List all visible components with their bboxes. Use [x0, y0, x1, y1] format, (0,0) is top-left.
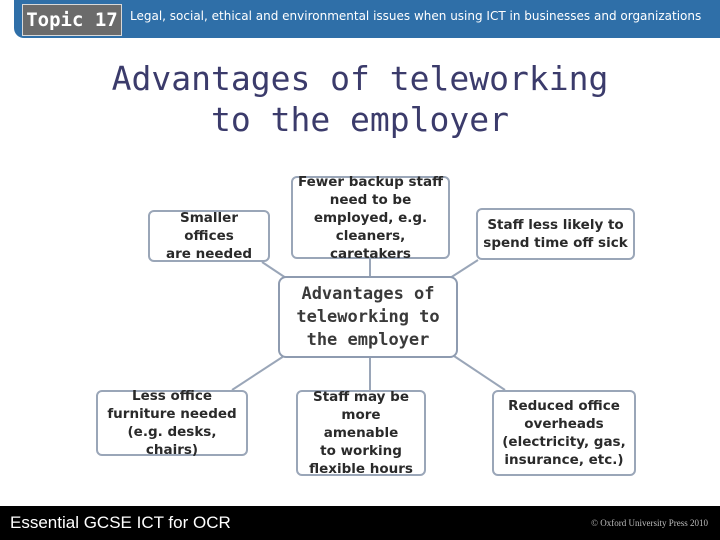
node-text: more amenable [323, 407, 399, 441]
node-smaller-offices [148, 210, 270, 262]
node-text: Less office [131, 388, 213, 404]
node-text: Staff may be [312, 389, 409, 405]
node-text: Reduced office [508, 398, 620, 414]
node-text: Smaller offices [180, 210, 238, 244]
node-text: cleaners, caretakers [330, 227, 411, 262]
topic-label-text: Topic 17 [26, 9, 118, 31]
node-text: to working [320, 443, 402, 459]
node-text: (electricity, gas, [502, 434, 626, 450]
footer-book-title: Essential GCSE ICT for OCR [10, 513, 231, 532]
node-text: (e.g. desks, chairs) [127, 424, 217, 458]
connector-reduced-overheads [454, 356, 505, 390]
center-node-line3: the employer [306, 329, 430, 350]
node-text: Fewer backup staff [297, 173, 444, 190]
node-reduced-overheads [492, 390, 636, 476]
footer-copyright: © Oxford University Press 2010 [591, 518, 708, 528]
node-text: overheads [524, 416, 604, 432]
node-text: need to be [329, 191, 412, 208]
node-text: Staff less likely to [487, 217, 624, 233]
center-node-line1: Advantages of [301, 283, 435, 304]
header-subtitle: Legal, social, ethical and environmental issues when using ICT in businesses and organizations [130, 9, 702, 23]
node-staff-less-sick [476, 208, 635, 260]
node-less-furniture [96, 390, 248, 456]
node-flexible-hours [296, 390, 426, 476]
node-text: employed, e.g. [313, 209, 428, 226]
node-text: spend time off sick [483, 235, 628, 251]
node-text: insurance, etc.) [504, 452, 624, 468]
node-fewer-backup-staff [291, 173, 450, 262]
page-title-line2: to the employer [210, 100, 509, 139]
page-title-line1: Advantages of teleworking [111, 59, 609, 98]
node-text: are needed [165, 246, 253, 262]
center-node-line2: teleworking to [296, 306, 440, 327]
footer-bar [0, 506, 720, 540]
connector-staff-sick [450, 260, 478, 278]
node-text: flexible hours [309, 461, 413, 477]
connector-less-furniture [232, 356, 284, 390]
node-text: furniture needed [107, 406, 237, 422]
center-node [278, 276, 458, 358]
